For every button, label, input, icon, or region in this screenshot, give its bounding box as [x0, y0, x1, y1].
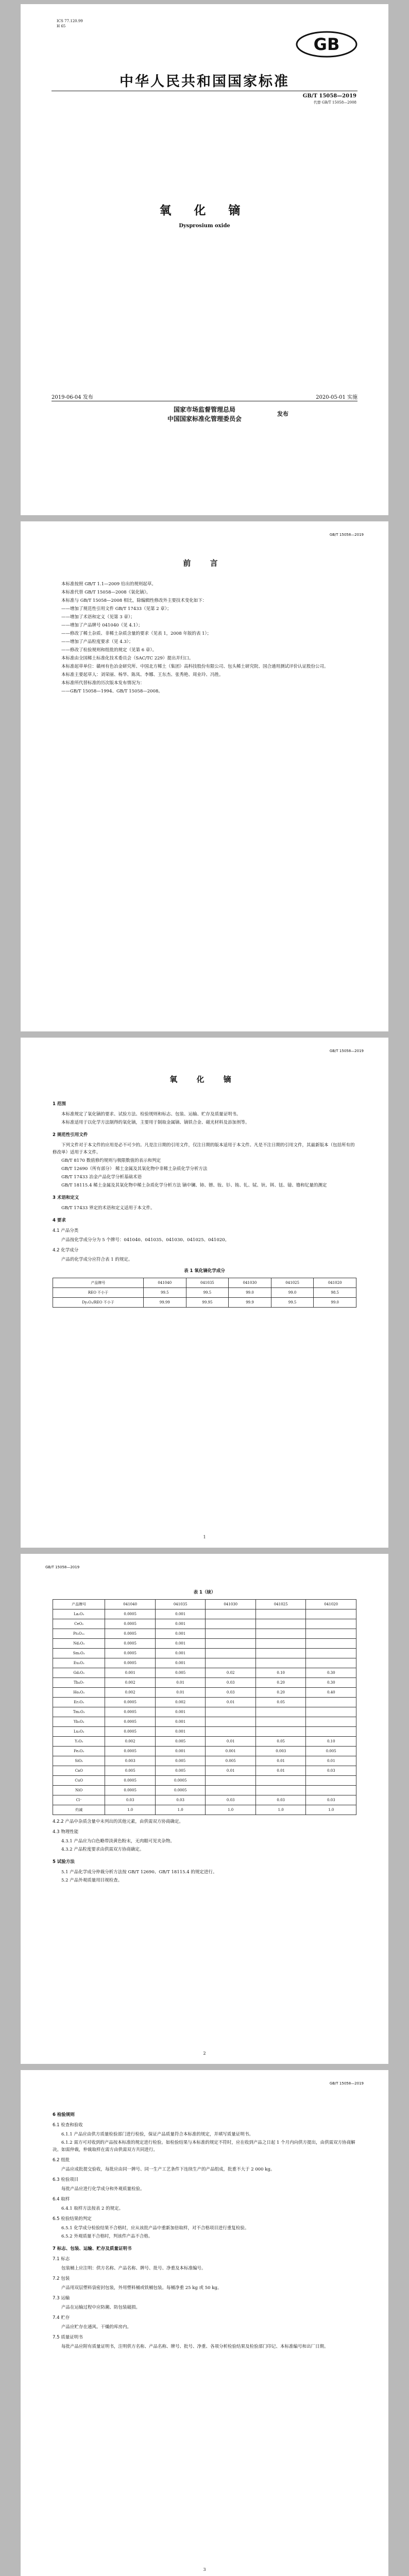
table-header-cell: 041040: [105, 1600, 156, 1609]
table-cell: 0.03: [306, 1766, 356, 1776]
table-cell: [306, 1727, 356, 1737]
national-standard-title: 中华人民共和国国家标准: [120, 74, 289, 90]
subsection-heading: 4.1 产品分类: [53, 1228, 79, 1233]
table-cell: 99.0: [271, 1288, 314, 1298]
table-cell: 0.001: [155, 1619, 206, 1629]
table-cell: 0.005: [155, 1737, 206, 1747]
table-cell: SiO₂: [53, 1756, 105, 1766]
table-cell: 0.01: [306, 1756, 356, 1766]
table-cell: [255, 1717, 306, 1727]
gb-logo: [296, 31, 357, 58]
table-cell: 0.0005: [105, 1629, 156, 1639]
table-cell: 0.003: [105, 1756, 156, 1766]
table-cell: 1.0: [155, 1805, 206, 1815]
table-row: [53, 1805, 356, 1815]
table-cell: 0.005: [155, 1756, 206, 1766]
table-cell: Lu₂O₃: [53, 1727, 105, 1737]
table-cell: 0.10: [255, 1668, 306, 1678]
table-cell: 0.001: [105, 1668, 156, 1678]
table-cell: [206, 1786, 256, 1795]
table-cell: 0.005: [155, 1668, 206, 1678]
table-cell: 0.005: [206, 1756, 256, 1766]
table-cell: 1.0: [306, 1805, 356, 1815]
dates-row: [52, 393, 357, 400]
table-cell: [306, 1658, 356, 1668]
table-cell: 1.0: [105, 1805, 156, 1815]
table-cell: 0.001: [155, 1747, 206, 1756]
running-header: GB/T 15058—2019: [329, 2081, 364, 2086]
subsection-heading: 6.1 检查和验收: [53, 2123, 83, 2128]
issuer-2: 中国国家标准化管理委员会: [167, 415, 242, 422]
table-cell: 0.0005: [105, 1609, 156, 1619]
table-cell: 0.002: [155, 1698, 206, 1707]
paragraph: 每批产品应附有质量证明书，注明供方名称、产品名称、牌号、批号、净重、各项分析检验结果及检验部门印记、本标准编号和出厂日期。: [61, 2344, 329, 2349]
table-cell: [255, 1619, 306, 1629]
table-row: [53, 1747, 356, 1756]
table-row: [53, 1766, 356, 1776]
table-cell: NiO: [53, 1786, 105, 1795]
table-caption: 表 1（续）: [193, 1590, 216, 1595]
table-row: [53, 1698, 356, 1707]
ccs-code: H 65: [57, 24, 66, 28]
paragraph: ——修改了稀土杂质、非稀土杂质含量的要求（见表 1，2008 年版的表 1）；: [61, 631, 212, 636]
table-header-cell: 041025: [255, 1600, 306, 1609]
paragraph: 本标准按照 GB/T 1.1—2009 给出的规则起草。: [61, 582, 156, 587]
body-3-text: [53, 2106, 356, 2351]
table-cell: Ho₂O₃: [53, 1688, 105, 1698]
table-row: [53, 1707, 356, 1717]
table-header-cell: 产品牌号: [53, 1600, 105, 1609]
table-cell: La₂O₃: [53, 1609, 105, 1619]
foreword-page: [21, 521, 388, 1031]
table-cell: [306, 1619, 356, 1629]
table-cell: 0.01: [206, 1698, 256, 1707]
table-cell: [306, 1776, 356, 1786]
table-cell: 99.5: [144, 1288, 186, 1298]
section-heading: 5 试验方法: [53, 1859, 75, 1865]
page-number: 1: [203, 1535, 206, 1539]
replaces-note: 代替 GB/T 15058—2008: [313, 100, 356, 105]
table-cell: 99.0: [314, 1298, 356, 1308]
table-cell: 0.0005: [105, 1717, 156, 1727]
paragraph: 本标准起草单位：赣州有色冶金研究所、中国北方稀土（集团）高科技股份有限公司、包头稀土研究院、国合通用测试评价认证股份公司。: [61, 664, 329, 669]
table-cell: [206, 1619, 256, 1629]
table-cell: 0.20: [255, 1688, 306, 1698]
table-cell: [255, 1786, 306, 1795]
table-cell: [255, 1609, 306, 1619]
table-header-cell: 041020: [314, 1278, 356, 1288]
cover-page: [21, 4, 388, 515]
table-cell: 0.0005: [155, 1786, 206, 1795]
paragraph: 本标准规定了氧化镝的要求、试验方法、检验规则和标志、包装、运输、贮存及质量证明书。: [61, 1112, 241, 1117]
table-cell: 0.001: [206, 1747, 256, 1756]
table-cell: 0.40: [306, 1688, 356, 1698]
table-row: [53, 1649, 356, 1658]
paragraph: 5.2 产品外观质量用目视检查。: [61, 1878, 123, 1883]
paragraph: 4.3.1 产品应为白色略带淡黄色粉末，无肉眼可见夹杂物。: [61, 1839, 175, 1844]
subsection-heading: 7.3 运输: [53, 2296, 70, 2301]
table-cell: [255, 1639, 306, 1649]
table-cell: 99.5: [186, 1288, 229, 1298]
body-page-3: [21, 2070, 388, 2576]
table-cell: [206, 1609, 256, 1619]
reference-item: GB/T 8170 数值修约规则与极限数值的表示和判定: [61, 1158, 161, 1163]
table-cell: [255, 1629, 306, 1639]
table-cell: 0.001: [155, 1707, 206, 1717]
issuers: [21, 405, 388, 423]
body-2-text: [53, 1585, 356, 1885]
table-cell: 0.002: [105, 1688, 156, 1698]
table-cell: [206, 1727, 256, 1737]
paragraph: 6.1.2 需方可对收到的产品按本标准的规定进行检验。如检验结果与本标准的规定不符时，应在收到产品之日起 1 个月内向供方提出，由供需双方协商解决。如需仲裁，仲裁取样在需方由供需双方共同进行。: [53, 2140, 355, 2153]
table-row: [53, 1688, 356, 1698]
table-row: [53, 1717, 356, 1727]
paragraph: GB/T 17433 界定的术语和定义适用于本文件。: [61, 1206, 155, 1211]
table-cell: 99.99: [144, 1298, 186, 1308]
page-number: 2: [203, 2051, 206, 2056]
table-cell: 0.0005: [105, 1658, 156, 1668]
paragraph: ——增加了术语和定义（见第 3 章）；: [61, 615, 135, 620]
paragraph: 6.4.1 取样方法按表 2 的规定。: [61, 2206, 124, 2211]
subsection-heading: 6.3 检验项目: [53, 2177, 79, 2182]
table-cell: 99.95: [186, 1298, 229, 1308]
table-cell: 0.005: [306, 1747, 356, 1756]
paragraph: 每批产品应进行化学成分和外观质量检验。: [61, 2187, 145, 2192]
ics-code: ICS 77.120.99: [57, 19, 83, 23]
table-cell: 0.03: [105, 1795, 156, 1805]
subsection-heading: 7.1 标志: [53, 2257, 70, 2262]
table-cell: [306, 1717, 356, 1727]
table-cell: 0.03: [206, 1678, 256, 1688]
table-cell: [206, 1649, 256, 1658]
table-row: [53, 1609, 356, 1619]
table-row: [53, 1786, 356, 1795]
table-body: [53, 1609, 356, 1815]
paragraph: 产品应贮存在通风、干燥的库房内。: [61, 2325, 132, 2330]
table-header-cell: 041030: [206, 1600, 256, 1609]
paragraph: 本标准代替 GB/T 15058—2008《氧化镝》。: [61, 590, 151, 595]
document-title-en: Dysprosium oxide: [179, 223, 230, 229]
paragraph: ——修改了检验规则和组批的规定（见第 6 章）。: [61, 648, 157, 653]
paragraph: 6.5.1 化学成分检验结果不合格时，应从该批产品中重新加倍取样，对不合格项目进行重复检验。: [61, 2226, 249, 2231]
table-cell: [306, 1639, 356, 1649]
table-cell: 0.0005: [105, 1649, 156, 1658]
table-cell: 0.01: [206, 1766, 256, 1776]
table-cell: 0.002: [105, 1678, 156, 1688]
composition-table: [53, 1278, 356, 1308]
table-header-row: [53, 1600, 356, 1609]
issuer-suffix: 发布: [277, 411, 288, 417]
table-cell: 0.0005: [105, 1747, 156, 1756]
paragraph: 包装桶上应注明：供方名称、产品名称、牌号、批号、净重及本标准编号。: [61, 2266, 206, 2271]
table-cell: 0.10: [306, 1737, 356, 1747]
table-cell: 0.01: [255, 1766, 306, 1776]
table-cell: Yb₂O₃: [53, 1717, 105, 1727]
reference-item: GB/T 17433 冶金产品化学分析基础术语: [61, 1175, 142, 1180]
body-1-text: [53, 1095, 356, 1308]
paragraph: 产品在运输过程中应防潮、防包装破损。: [61, 2305, 141, 2310]
table-row: [53, 1756, 356, 1766]
table-row: [53, 1727, 356, 1737]
table-cell: [306, 1786, 356, 1795]
table-cell: [206, 1707, 256, 1717]
table-cell: 0.05: [255, 1698, 306, 1707]
paragraph: 本标准由全国稀土标准化技术委员会（SAC/TC 229）提出并归口。: [61, 656, 194, 661]
issuer-1: 国家市场监督管理总局: [173, 406, 235, 413]
table-cell: [206, 1629, 256, 1639]
table-cell: [206, 1658, 256, 1668]
table-cell: Y₂O₃: [53, 1737, 105, 1747]
table-row: [53, 1619, 356, 1629]
section-heading: 1 范围: [53, 1101, 66, 1107]
table-header-cell: 041020: [306, 1600, 356, 1609]
table-cell: 98.5: [314, 1288, 356, 1298]
table-cell: Tm₂O₃: [53, 1707, 105, 1717]
table-cell: 1.0: [255, 1805, 306, 1815]
table-cell: 灼减: [53, 1805, 105, 1815]
table-header-cell: 产品牌号: [53, 1278, 144, 1288]
subsection-heading: 7.4 贮存: [53, 2315, 70, 2320]
running-header: GB/T 15058—2019: [45, 1565, 80, 1569]
section-heading: 6 检验规则: [53, 2112, 75, 2117]
section-heading: 7 标志、包装、运输、贮存及质量证明书: [53, 2246, 132, 2251]
table-cell: 0.001: [155, 1639, 206, 1649]
table-caption: 表 1 氧化镝化学成分: [184, 1268, 225, 1274]
table-cell: [306, 1649, 356, 1658]
table-cell: 0.002: [105, 1737, 156, 1747]
table-cell: REO 不小于: [53, 1288, 144, 1298]
paragraph: 产品按化学成分分为 5 个牌号：041040、041035、041030、041025、041020。: [61, 1238, 230, 1243]
paragraph: 4.3.2 产品粒度要求由供需双方协商确定。: [61, 1847, 144, 1852]
paragraph: 6.5.2 外观质量不合格时，判该件产品不合格。: [61, 2234, 153, 2239]
table-header-cell: 041035: [186, 1278, 229, 1288]
table-row: [53, 1776, 356, 1786]
standard-number: GB/T 15058—2019: [302, 93, 356, 99]
paragraph: 下列文件对于本文件的应用是必不可少的。凡是注日期的引用文件，仅注日期的版本适用于本文件。凡是不注日期的引用文件，其最新版本（包括所有的修改单）适用于本文件。: [53, 1143, 355, 1155]
table-header-cell: 041035: [155, 1600, 206, 1609]
table-row: [53, 1737, 356, 1747]
table-cell: 0.001: [155, 1727, 206, 1737]
paragraph: ——增加了产品粒度要求（见 4.3）；: [61, 639, 133, 645]
body-page-1: [21, 1038, 388, 1548]
table-cell: [206, 1717, 256, 1727]
table-cell: [255, 1649, 306, 1658]
table-cell: CuO: [53, 1776, 105, 1786]
table-cell: 0.30: [306, 1668, 356, 1678]
table-row: [53, 1639, 356, 1649]
section-heading: 2 规范性引用文件: [53, 1132, 88, 1138]
table-cell: 0.001: [155, 1649, 206, 1658]
paragraph: 本标准主要起草人：刘荣丽、杨华、陈凤、李娜、王东杰、张秀艳、周业玲、冯胜。: [61, 672, 224, 677]
table-header-cell: 041030: [229, 1278, 271, 1288]
paragraph: 产品用双层塑料袋密封包装，外用塑料桶或铁桶包装。每桶净重 25 kg 或 50 kg。: [61, 2285, 222, 2291]
paragraph: 产品的化学成分应符合表 1 的规定。: [61, 1257, 133, 1262]
paragraph: 本标准与 GB/T 15058—2008 相比，除编辑性修改外主要技术变化如下：: [61, 598, 207, 603]
table-cell: 99.9: [229, 1298, 271, 1308]
standard-title: 氧 化 镝: [169, 1075, 240, 1084]
table-cell: Dy₂O₃/REO 不小于: [53, 1298, 144, 1308]
table-cell: [255, 1727, 306, 1737]
table-cell: 99.0: [229, 1288, 271, 1298]
table-cell: Er₂O₃: [53, 1698, 105, 1707]
paragraph: ——GB/T 15058—1994、GB/T 15058—2008。: [61, 689, 163, 694]
table-cell: 0.0005: [105, 1786, 156, 1795]
table-cell: 0.001: [155, 1658, 206, 1668]
table-row: [53, 1678, 356, 1688]
subsection-heading: 4.2 化学成分: [53, 1248, 79, 1253]
table-cell: 0.01: [206, 1737, 256, 1747]
section-heading: 4 要求: [53, 1218, 66, 1223]
table-cell: CeO₂: [53, 1619, 105, 1629]
table-cell: [306, 1609, 356, 1619]
table-cell: 0.0005: [105, 1776, 156, 1786]
table-row: [53, 1658, 356, 1668]
table-cell: Gd₂O₃: [53, 1668, 105, 1678]
table-cell: 0.01: [255, 1756, 306, 1766]
table-cell: 0.03: [255, 1795, 306, 1805]
table-cell: Nd₂O₃: [53, 1639, 105, 1649]
table-cell: 99.5: [271, 1298, 314, 1308]
table-cell: 0.03: [206, 1688, 256, 1698]
table-cell: 0.005: [105, 1766, 156, 1776]
table-row: [53, 1298, 356, 1308]
table-cell: [306, 1629, 356, 1639]
foreword-title: 前 言: [183, 558, 226, 568]
subsection-heading: 4.3 物理性能: [53, 1829, 79, 1835]
table-cell: 0.0005: [105, 1698, 156, 1707]
table-header-cell: 041025: [271, 1278, 314, 1288]
foreword-body: [53, 581, 356, 696]
table-cell: 0.0005: [105, 1707, 156, 1717]
table-cell: 0.001: [155, 1629, 206, 1639]
subsection-heading: 7.2 包装: [53, 2276, 70, 2281]
table-cell: 1.0: [206, 1805, 256, 1815]
table-cell: [255, 1707, 306, 1717]
paragraph: 本标准所代替标准的历次版本发布情况为：: [61, 681, 145, 686]
table-cell: 0.001: [155, 1609, 206, 1619]
table-cell: [306, 1707, 356, 1717]
table-cell: Pr₆O₁₁: [53, 1629, 105, 1639]
issue-date: 2019-06-04 发布: [52, 395, 93, 400]
paragraph: 产品应成批提交验收，每批应由同一牌号、同一生产工艺条件下连续生产的产品组成，批重不大于 2 000 kg。: [61, 2167, 275, 2172]
table-cell: 0.0005: [105, 1639, 156, 1649]
table-cell: 0.003: [255, 1747, 306, 1756]
table-cell: 0.02: [206, 1668, 256, 1678]
paragraph: 5.1 产品化学成分仲裁分析方法按 GB/T 12690、GB/T 18115.4 的规定进行。: [61, 1870, 217, 1875]
table-cell: 0.0005: [155, 1776, 206, 1786]
body-page-2: [21, 1554, 388, 2064]
table-row: [53, 1288, 356, 1298]
table-cell: Fe₂O₃: [53, 1747, 105, 1756]
table-cell: 0.03: [306, 1795, 356, 1805]
svg-text:GB: GB: [313, 35, 340, 54]
subsection-heading: 6.2 组批: [53, 2158, 70, 2163]
table-row: [53, 1795, 356, 1805]
table-header-row: [53, 1278, 356, 1288]
table-cell: [306, 1698, 356, 1707]
subsection-heading: 7.5 质量证明书: [53, 2335, 83, 2340]
table-cell: [255, 1658, 306, 1668]
table-cell: 0.001: [155, 1717, 206, 1727]
composition-table-continued: [53, 1599, 356, 1815]
subsection-heading: 6.4 取样: [53, 2197, 70, 2202]
table-cell: [255, 1776, 306, 1786]
table-cell: 0.0005: [105, 1727, 156, 1737]
table-cell: 0.05: [255, 1737, 306, 1747]
reference-item: GB/T 18115.4 稀土金属及其氧化物中稀土杂质化学分析方法 镝中镧、铈、镨、钕、钐、铕、钆、铽、钬、铒、铥、镱、镥和钇量的测定: [61, 1183, 327, 1188]
table-cell: Sm₂O₃: [53, 1649, 105, 1658]
table-row: [53, 1668, 356, 1678]
table-cell: Cl⁻: [53, 1795, 105, 1805]
table-row: [53, 1629, 356, 1639]
subsection-heading: 6.5 检验结果的判定: [53, 2216, 92, 2222]
table-cell: 0.03: [155, 1795, 206, 1805]
table-cell: 0.03: [206, 1795, 256, 1805]
paragraph: 本标准适用于以化学方法制得的氧化镝，主要用于制取金属镝、镝铁合金、磁光材料及添加剂等。: [61, 1120, 250, 1125]
table-cell: [206, 1776, 256, 1786]
table-cell: 0.01: [155, 1688, 206, 1698]
impl-date: 2020-05-01 实施: [316, 395, 357, 400]
table-cell: 0.005: [155, 1766, 206, 1776]
running-header: GB/T 15058—2019: [329, 1049, 364, 1053]
paragraph: ——增加了规范性引用文件 GB/T 17433（见第 2 章）；: [61, 606, 172, 612]
table-cell: 0.30: [306, 1678, 356, 1688]
page-number: 3: [203, 2567, 206, 2572]
paragraph: ——增加了产品牌号 041040（见 4.1）；: [61, 623, 143, 628]
table-cell: 0.0005: [105, 1619, 156, 1629]
reference-item: GB/T 12690（所有部分） 稀土金属及其氧化物中非稀土杂质化学分析方法: [61, 1166, 208, 1172]
table-header-cell: 041040: [144, 1278, 186, 1288]
document-title: 氧 化 镝: [159, 204, 250, 217]
paragraph: 6.1.1 产品应由供方质量检验部门进行检验，保证产品质量符合本标准的规定，并填写质量证明书。: [61, 2132, 253, 2137]
table-cell: 0.20: [255, 1678, 306, 1688]
table-cell: Eu₂O₃: [53, 1658, 105, 1668]
table-cell: [206, 1639, 256, 1649]
table-cell: CaO: [53, 1766, 105, 1776]
running-header: GB/T 15058—2019: [329, 533, 364, 537]
note: 4.2.2 产品中杂质含量中未列出的其他元素，由供需双方协商确定。: [53, 1819, 183, 1824]
table-cell: 0.01: [155, 1678, 206, 1688]
table-cell: Tb₄O₇: [53, 1678, 105, 1688]
section-heading: 3 术语和定义: [53, 1195, 79, 1200]
